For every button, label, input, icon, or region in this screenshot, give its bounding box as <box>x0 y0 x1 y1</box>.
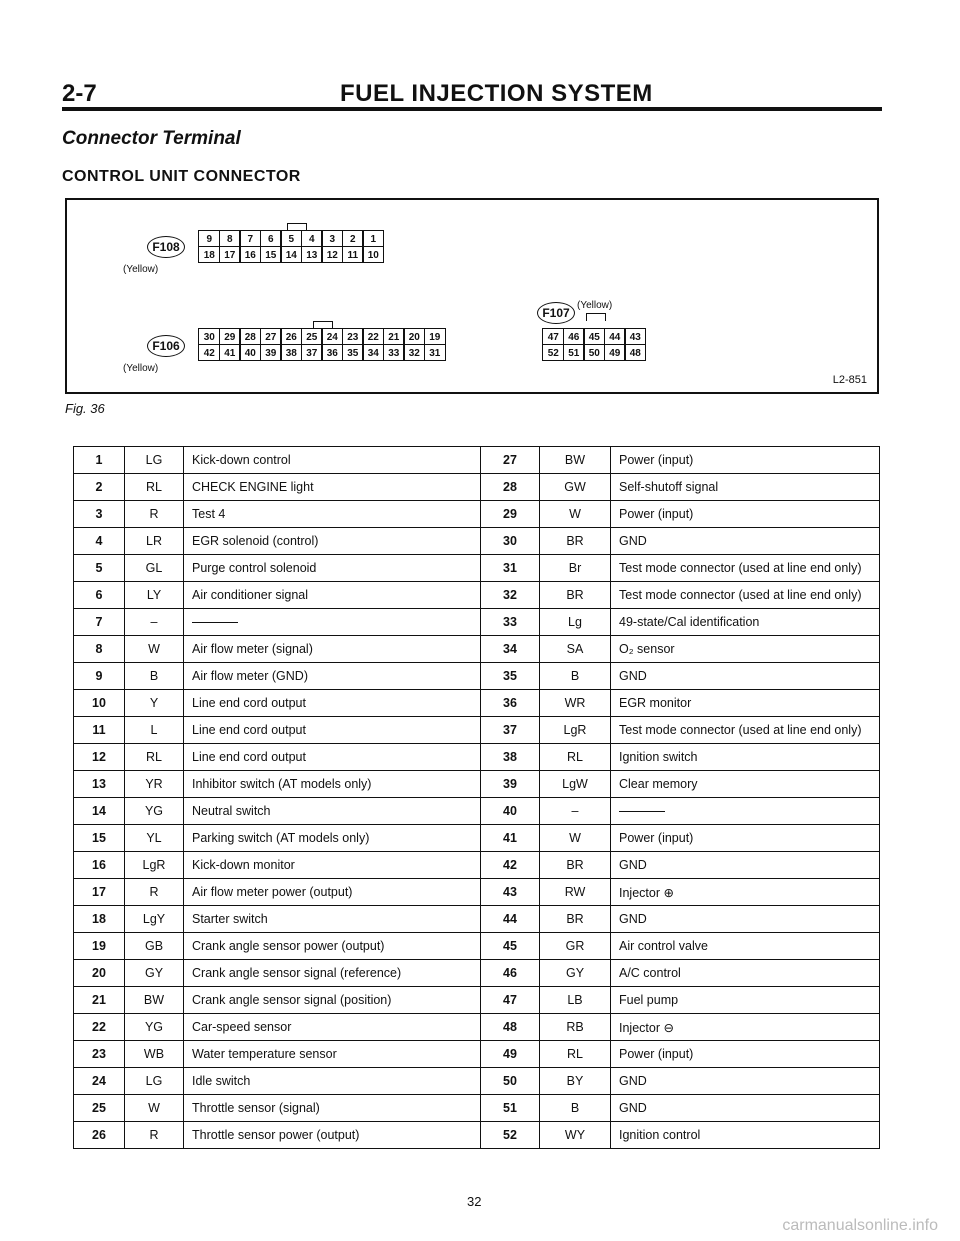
pin-number: 32 <box>481 582 540 609</box>
connector-pin: 37 <box>301 344 323 361</box>
wire-color: WR <box>540 690 611 717</box>
connector-pin: 25 <box>301 328 323 345</box>
connector-pin: 36 <box>321 344 343 361</box>
table-row <box>74 771 880 798</box>
pin-function: Power (input) <box>611 447 880 474</box>
pin-number: 11 <box>74 717 125 744</box>
connector-badge: F108 <box>147 236 185 258</box>
pin-number: 14 <box>74 798 125 825</box>
wire-color: LgR <box>540 717 611 744</box>
pin-number: 29 <box>481 501 540 528</box>
pin-number: 2 <box>74 474 125 501</box>
connector-pin: 32 <box>403 344 425 361</box>
connector-row-top <box>199 329 445 345</box>
wire-color: RW <box>540 879 611 906</box>
pin-number: 13 <box>74 771 125 798</box>
pin-function: Crank angle sensor signal (reference) <box>184 960 481 987</box>
wire-color: R <box>125 879 184 906</box>
wire-color: GY <box>540 960 611 987</box>
connector-row-top <box>543 329 646 345</box>
wire-color: – <box>125 609 184 636</box>
pin-function: Kick-down monitor <box>184 852 481 879</box>
connector-pin: 47 <box>542 328 564 345</box>
pin-function: Self-shutoff signal <box>611 474 880 501</box>
pin-function: Crank angle sensor power (output) <box>184 933 481 960</box>
wire-color: GY <box>125 960 184 987</box>
pin-function: Power (input) <box>611 1041 880 1068</box>
connector-pin: 24 <box>321 328 343 345</box>
pin-function: Ignition control <box>611 1122 880 1149</box>
connector-pin: 49 <box>604 344 626 361</box>
pin-function: Purge control solenoid <box>184 555 481 582</box>
pin-number: 15 <box>74 825 125 852</box>
table-row <box>74 1068 880 1095</box>
pin-function: GND <box>611 663 880 690</box>
connector-pin: 41 <box>219 344 241 361</box>
table-row <box>74 528 880 555</box>
connector-grid <box>199 231 384 262</box>
table-row <box>74 1095 880 1122</box>
connector-pin: 50 <box>583 344 605 361</box>
wire-color: BR <box>540 528 611 555</box>
connector-pin: 14 <box>280 246 302 263</box>
wire-color: LgY <box>125 906 184 933</box>
wire-color: B <box>540 663 611 690</box>
connector-pin: 31 <box>424 344 446 361</box>
pin-function: GND <box>611 906 880 933</box>
wire-color: W <box>540 825 611 852</box>
pin-function: Ignition switch <box>611 744 880 771</box>
pin-number: 12 <box>74 744 125 771</box>
wire-color: RL <box>125 744 184 771</box>
connector-grid <box>543 329 646 360</box>
table-row <box>74 582 880 609</box>
wire-color: L <box>125 717 184 744</box>
table-row <box>74 501 880 528</box>
connector-pin: 29 <box>219 328 241 345</box>
connector-pin: 11 <box>342 246 364 263</box>
pin-number: 5 <box>74 555 125 582</box>
wire-color: SA <box>540 636 611 663</box>
pin-number: 41 <box>481 825 540 852</box>
wire-color: GL <box>125 555 184 582</box>
subtitle: CONTROL UNIT CONNECTOR <box>62 168 301 185</box>
wire-color: W <box>125 1095 184 1122</box>
pin-number: 7 <box>74 609 125 636</box>
pin-number: 26 <box>74 1122 125 1149</box>
connector-pin: 17 <box>219 246 241 263</box>
wire-color: LG <box>125 447 184 474</box>
wire-color: LG <box>125 1068 184 1095</box>
connector-pin: 19 <box>424 328 446 345</box>
connector-pin: 20 <box>403 328 425 345</box>
connector-pin: 7 <box>239 230 261 247</box>
wire-color: LR <box>125 528 184 555</box>
pin-number: 25 <box>74 1095 125 1122</box>
wire-color: BY <box>540 1068 611 1095</box>
section-number: 2-7 <box>62 80 97 107</box>
pin-function: Air flow meter (GND) <box>184 663 481 690</box>
pin-number: 47 <box>481 987 540 1014</box>
pin-function: GND <box>611 1068 880 1095</box>
table-row <box>74 1014 880 1041</box>
pin-function: Crank angle sensor signal (position) <box>184 987 481 1014</box>
connector-pin: 34 <box>362 344 384 361</box>
wire-color: LgW <box>540 771 611 798</box>
pin-number: 9 <box>74 663 125 690</box>
connector-badge: F106 <box>147 335 185 357</box>
pin-function: O₂ sensor <box>611 636 880 663</box>
wire-color: W <box>540 501 611 528</box>
table-row <box>74 663 880 690</box>
table-row <box>74 636 880 663</box>
wire-color: Lg <box>540 609 611 636</box>
figure-reference: L2-851 <box>832 374 867 386</box>
pin-number: 42 <box>481 852 540 879</box>
pin-function: Fuel pump <box>611 987 880 1014</box>
pin-number: 28 <box>481 474 540 501</box>
connector-color-label: (Yellow) <box>577 300 613 311</box>
pin-number: 24 <box>74 1068 125 1095</box>
pin-table <box>73 446 880 1149</box>
wire-color: YG <box>125 1014 184 1041</box>
wire-color: RL <box>125 474 184 501</box>
wire-color: YL <box>125 825 184 852</box>
table-row <box>74 555 880 582</box>
connector-pin: 12 <box>321 246 343 263</box>
connector-latch <box>586 313 606 321</box>
wire-color: B <box>540 1095 611 1122</box>
pin-number: 33 <box>481 609 540 636</box>
pin-function: Inhibitor switch (AT models only) <box>184 771 481 798</box>
pin-function: Starter switch <box>184 906 481 933</box>
table-row <box>74 474 880 501</box>
wire-color: GB <box>125 933 184 960</box>
connector-row-bottom <box>199 247 384 263</box>
pin-number: 21 <box>74 987 125 1014</box>
wire-color: YR <box>125 771 184 798</box>
table-row <box>74 906 880 933</box>
pin-number: 1 <box>74 447 125 474</box>
pin-number: 8 <box>74 636 125 663</box>
pin-function: Parking switch (AT models only) <box>184 825 481 852</box>
pin-function <box>184 609 481 636</box>
pin-number: 6 <box>74 582 125 609</box>
pin-function: Line end cord output <box>184 690 481 717</box>
table-row <box>74 690 880 717</box>
pin-number: 19 <box>74 933 125 960</box>
connector-color-label: (Yellow) <box>123 363 159 374</box>
wire-color: R <box>125 1122 184 1149</box>
connector-pin: 16 <box>239 246 261 263</box>
wire-color: BR <box>540 852 611 879</box>
connector-pin: 8 <box>219 230 241 247</box>
connector-pin: 44 <box>604 328 626 345</box>
pin-function: Test mode connector (used at line end only) <box>611 582 880 609</box>
connector-pin: 26 <box>280 328 302 345</box>
pin-function: GND <box>611 1095 880 1122</box>
pin-number: 4 <box>74 528 125 555</box>
pin-function: Neutral switch <box>184 798 481 825</box>
pin-number: 20 <box>74 960 125 987</box>
pin-function: Power (input) <box>611 501 880 528</box>
pin-function: A/C control <box>611 960 880 987</box>
connector-pin: 48 <box>624 344 646 361</box>
blank-dash <box>619 811 665 812</box>
pin-function: Water temperature sensor <box>184 1041 481 1068</box>
figure-caption: Fig. 36 <box>65 401 105 416</box>
pin-function: Air flow meter (signal) <box>184 636 481 663</box>
pin-number: 10 <box>74 690 125 717</box>
connector-grid <box>199 329 445 360</box>
pin-function: Test mode connector (used at line end only) <box>611 717 880 744</box>
connector-pin: 40 <box>239 344 261 361</box>
connector-pin: 33 <box>383 344 405 361</box>
pin-function: Line end cord output <box>184 744 481 771</box>
wire-color: GR <box>540 933 611 960</box>
wire-color: WY <box>540 1122 611 1149</box>
pin-function: Air conditioner signal <box>184 582 481 609</box>
pin-function: GND <box>611 852 880 879</box>
wire-color: RB <box>540 1014 611 1041</box>
table-row <box>74 933 880 960</box>
pin-function: Kick-down control <box>184 447 481 474</box>
pin-function: Clear memory <box>611 771 880 798</box>
wire-color: RL <box>540 744 611 771</box>
wire-color: BR <box>540 906 611 933</box>
table-row <box>74 825 880 852</box>
pin-number: 23 <box>74 1041 125 1068</box>
pin-number: 17 <box>74 879 125 906</box>
connector-pin: 23 <box>342 328 364 345</box>
wire-color: LB <box>540 987 611 1014</box>
header-rule <box>62 107 882 111</box>
wire-color: R <box>125 501 184 528</box>
wire-color: LgR <box>125 852 184 879</box>
pin-number: 30 <box>481 528 540 555</box>
pin-function: 49-state/Cal identification <box>611 609 880 636</box>
pin-function: Car-speed sensor <box>184 1014 481 1041</box>
pin-function: Line end cord output <box>184 717 481 744</box>
connector-pin: 22 <box>362 328 384 345</box>
pin-function: Air control valve <box>611 933 880 960</box>
wire-color: Br <box>540 555 611 582</box>
connector-pin: 51 <box>563 344 585 361</box>
page-number: 32 <box>467 1194 482 1209</box>
table-row <box>74 1122 880 1149</box>
connector-row-bottom <box>199 345 445 361</box>
pin-function: Idle switch <box>184 1068 481 1095</box>
connector-pin: 52 <box>542 344 564 361</box>
connector-pin: 1 <box>362 230 384 247</box>
connector-row-top <box>199 231 384 247</box>
table-row <box>74 879 880 906</box>
connector-badge: F107 <box>537 302 575 324</box>
pin-number: 31 <box>481 555 540 582</box>
pin-number: 44 <box>481 906 540 933</box>
connector-figure <box>65 198 879 394</box>
pin-function: Throttle sensor power (output) <box>184 1122 481 1149</box>
wire-color: WB <box>125 1041 184 1068</box>
connector-pin: 5 <box>280 230 302 247</box>
pin-number: 48 <box>481 1014 540 1041</box>
pin-number: 27 <box>481 447 540 474</box>
pin-number: 16 <box>74 852 125 879</box>
connector-pin: 42 <box>198 344 220 361</box>
pin-number: 49 <box>481 1041 540 1068</box>
pin-number: 36 <box>481 690 540 717</box>
pin-function: EGR monitor <box>611 690 880 717</box>
wire-color: RL <box>540 1041 611 1068</box>
pin-number: 51 <box>481 1095 540 1122</box>
pin-number: 37 <box>481 717 540 744</box>
connector-pin: 9 <box>198 230 220 247</box>
section-title: Connector Terminal <box>62 128 241 149</box>
pin-number: 3 <box>74 501 125 528</box>
connector-pin: 35 <box>342 344 364 361</box>
pin-function: Air flow meter power (output) <box>184 879 481 906</box>
connector-pin: 39 <box>260 344 282 361</box>
wire-color: – <box>540 798 611 825</box>
pin-number: 52 <box>481 1122 540 1149</box>
wire-color: W <box>125 636 184 663</box>
pin-function: Test mode connector (used at line end only) <box>611 555 880 582</box>
wire-color: YG <box>125 798 184 825</box>
watermark: carmanualsonline.info <box>782 1217 938 1234</box>
pin-function: GND <box>611 528 880 555</box>
pin-function <box>611 798 880 825</box>
pin-number: 18 <box>74 906 125 933</box>
wire-color: BR <box>540 582 611 609</box>
connector-pin: 30 <box>198 328 220 345</box>
wire-color: BW <box>540 447 611 474</box>
table-row <box>74 609 880 636</box>
connector-pin: 3 <box>321 230 343 247</box>
pin-number: 38 <box>481 744 540 771</box>
connector-color-label: (Yellow) <box>123 264 159 275</box>
pin-number: 40 <box>481 798 540 825</box>
pin-number: 35 <box>481 663 540 690</box>
connector-pin: 46 <box>563 328 585 345</box>
wire-color: GW <box>540 474 611 501</box>
connector-pin: 2 <box>342 230 364 247</box>
table-row <box>74 447 880 474</box>
connector-pin: 45 <box>583 328 605 345</box>
connector-pin: 27 <box>260 328 282 345</box>
pin-function: Power (input) <box>611 825 880 852</box>
connector-pin: 38 <box>280 344 302 361</box>
table-row <box>74 717 880 744</box>
pin-function: EGR solenoid (control) <box>184 528 481 555</box>
pin-number: 46 <box>481 960 540 987</box>
connector-pin: 4 <box>301 230 323 247</box>
table-row <box>74 960 880 987</box>
connector-pin: 28 <box>239 328 261 345</box>
pin-function: Test 4 <box>184 501 481 528</box>
page-title: FUEL INJECTION SYSTEM <box>340 80 653 107</box>
connector-pin: 13 <box>301 246 323 263</box>
table-row <box>74 852 880 879</box>
pin-function: CHECK ENGINE light <box>184 474 481 501</box>
pin-number: 39 <box>481 771 540 798</box>
pin-function: Injector ⊕ <box>611 879 880 906</box>
connector-pin: 6 <box>260 230 282 247</box>
wire-color: Y <box>125 690 184 717</box>
connector-row-bottom <box>543 345 646 361</box>
wire-color: BW <box>125 987 184 1014</box>
wire-color: LY <box>125 582 184 609</box>
pin-function: Throttle sensor (signal) <box>184 1095 481 1122</box>
pin-number: 34 <box>481 636 540 663</box>
blank-dash <box>192 622 238 623</box>
pin-number: 45 <box>481 933 540 960</box>
table-row <box>74 744 880 771</box>
wire-color: B <box>125 663 184 690</box>
connector-pin: 43 <box>624 328 646 345</box>
pin-function: Injector ⊖ <box>611 1014 880 1041</box>
table-row <box>74 1041 880 1068</box>
connector-pin: 18 <box>198 246 220 263</box>
connector-pin: 21 <box>383 328 405 345</box>
pin-number: 22 <box>74 1014 125 1041</box>
pin-number: 50 <box>481 1068 540 1095</box>
pin-number: 43 <box>481 879 540 906</box>
connector-pin: 15 <box>260 246 282 263</box>
table-row <box>74 987 880 1014</box>
connector-pin: 10 <box>362 246 384 263</box>
table-row <box>74 798 880 825</box>
